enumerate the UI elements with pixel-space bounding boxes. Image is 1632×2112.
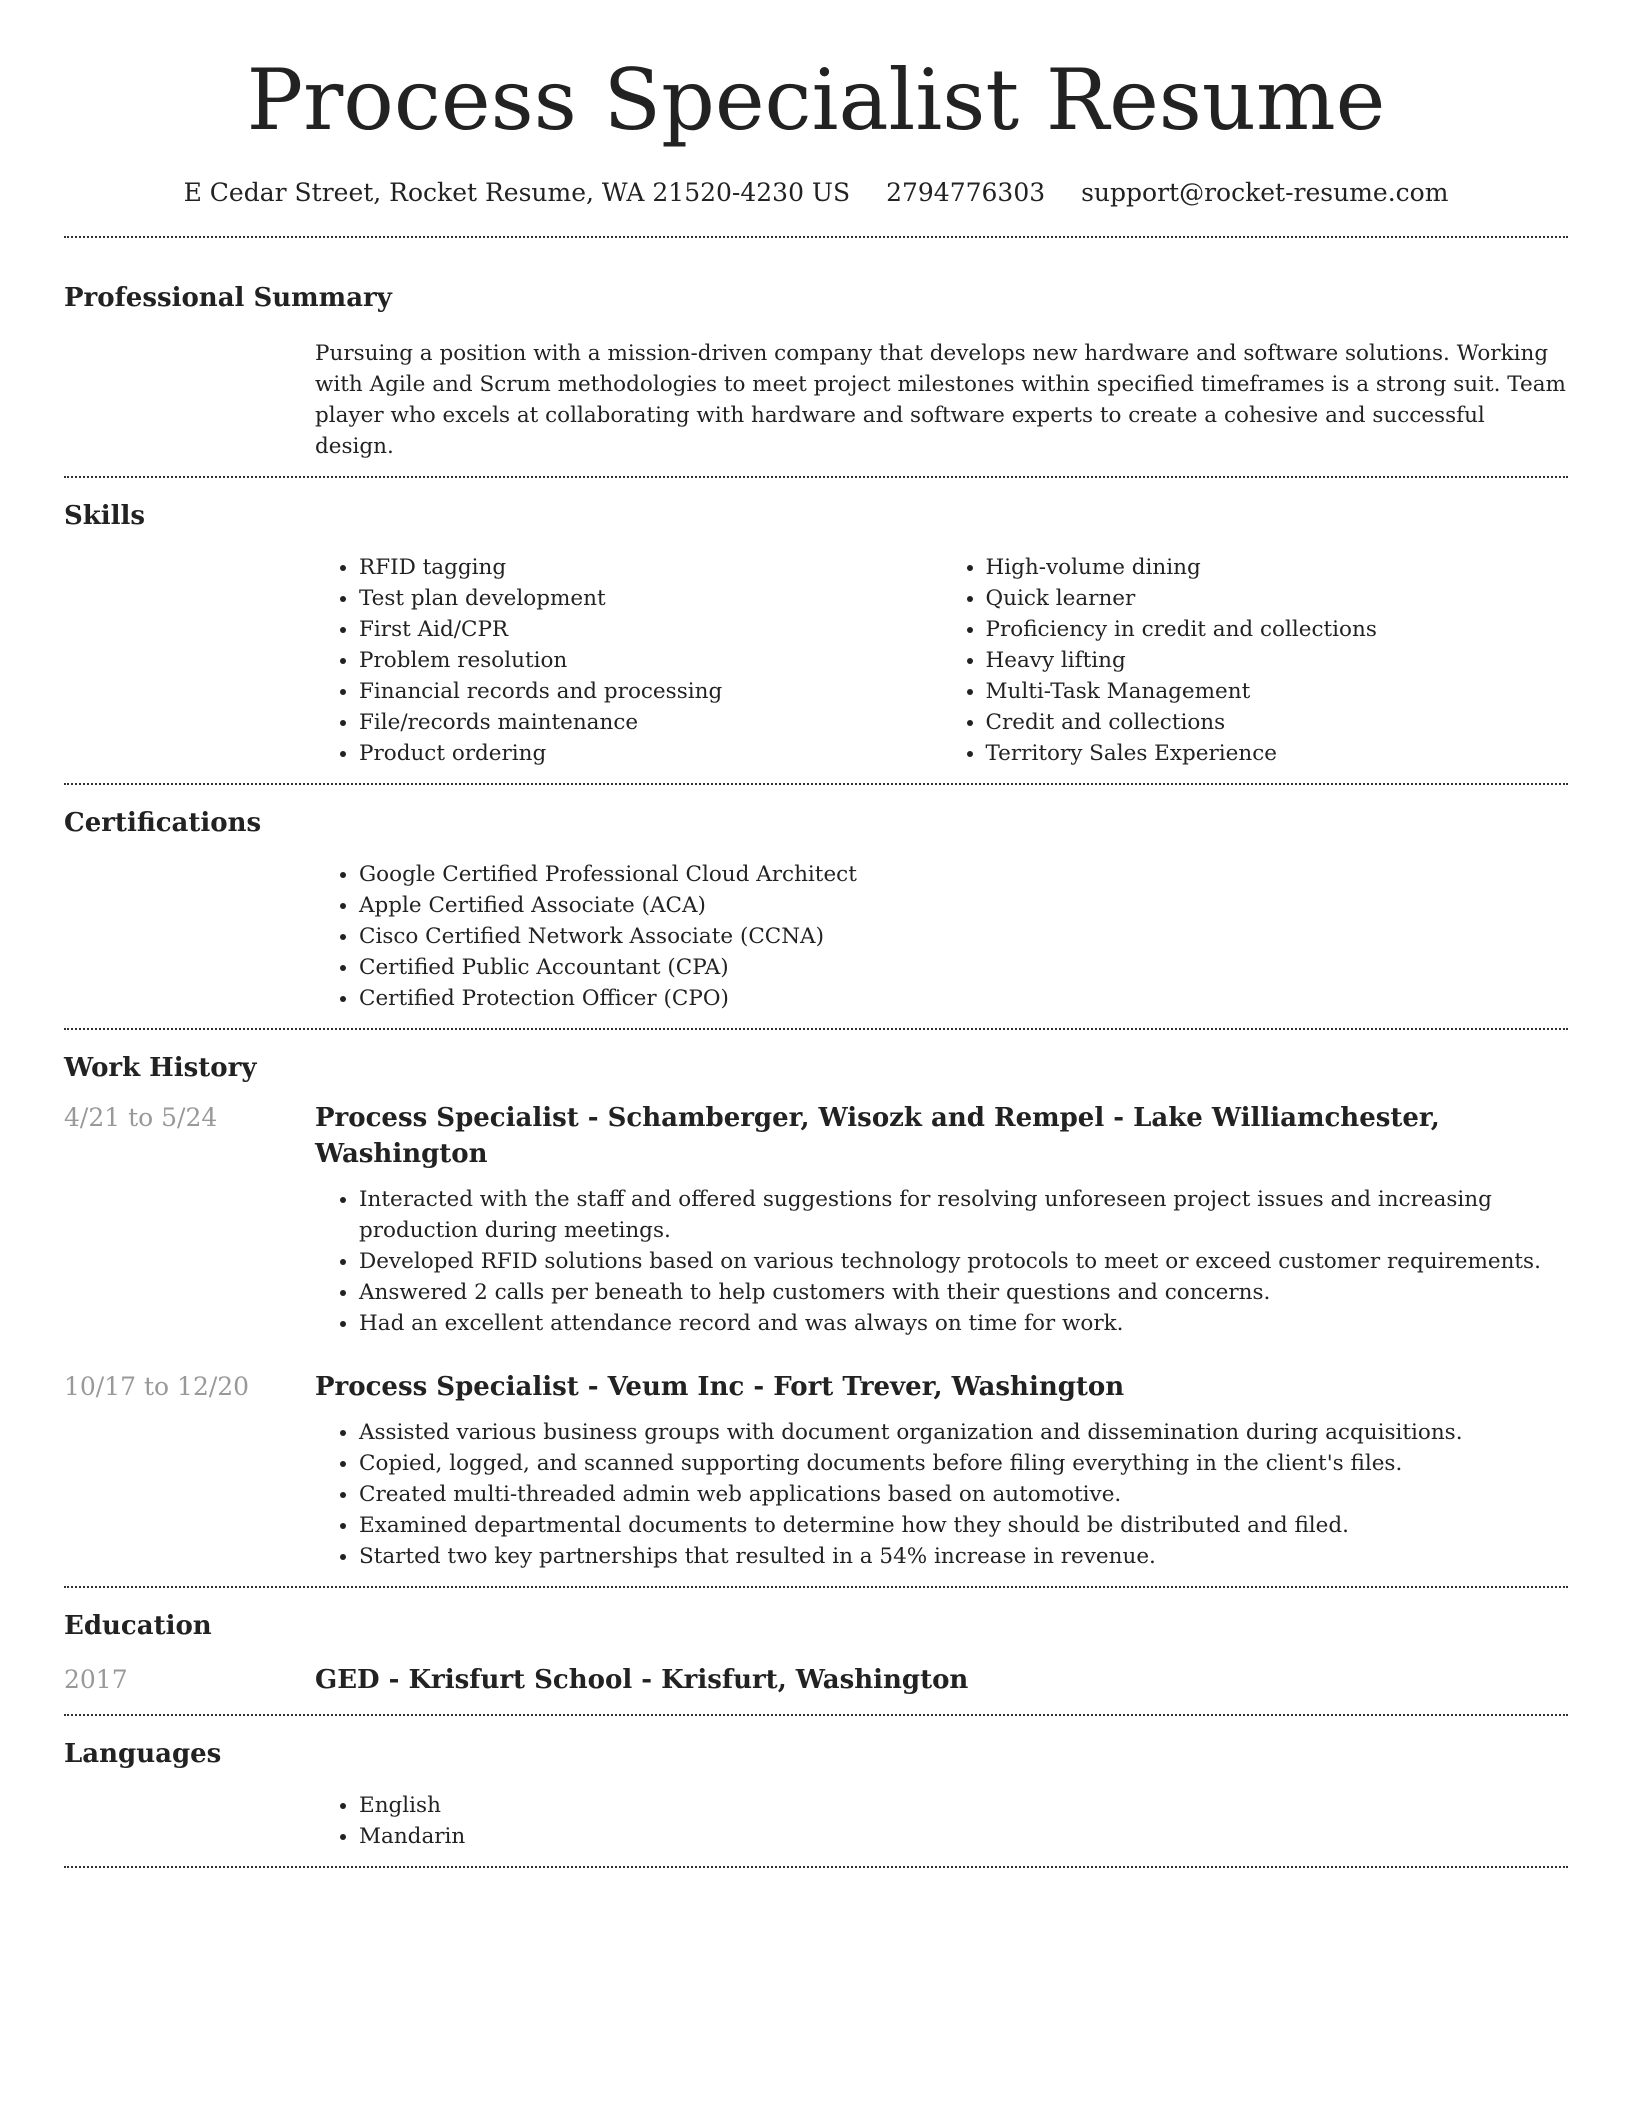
job-bullet: • Created multi-threaded admin web applications based on automotive. [359, 1479, 1568, 1510]
job-bullet: • Assisted various business groups with document organization and dissemination during acquisitions. [359, 1417, 1568, 1448]
job-dates: 10/17 to 12/20 [64, 1372, 250, 1401]
job-bullet: • Copied, logged, and scanned supporting documents before filing everything in the client's files. [359, 1448, 1568, 1479]
skill-item: • Problem resolution [359, 645, 942, 676]
job-title: Process Specialist - Schamberger, Wisozk and Rempel - Lake Williamchester, Washington [315, 1103, 1440, 1169]
contact-line [64, 176, 1568, 210]
skills-heading: Skills [64, 501, 146, 531]
contact-phone: 2794776303 [886, 178, 1046, 207]
skill-item: • Multi-Task Management [986, 676, 1569, 707]
skills-list-right [942, 552, 1569, 769]
certifications-section [64, 785, 1568, 1028]
education-entry [64, 1662, 1568, 1698]
education-section [64, 1588, 1568, 1714]
job-bullet: • Developed RFID solutions based on various technology protocols to meet or exceed customer requirements. [359, 1246, 1568, 1277]
job-bullets [315, 1184, 1568, 1339]
summary-section [64, 238, 1568, 476]
skill-item: • Proficiency in credit and collections [986, 614, 1569, 645]
certification-item: • Certified Protection Officer (CPO) [359, 983, 1568, 1014]
skill-item: • First Aid/CPR [359, 614, 942, 645]
skill-item: • Financial records and processing [359, 676, 942, 707]
skill-item: • Test plan development [359, 583, 942, 614]
job-bullets [315, 1417, 1568, 1572]
summary-body [315, 316, 1568, 476]
job-bullet: • Examined departmental documents to determine how they should be distributed and filed. [359, 1510, 1568, 1541]
job-details [315, 1369, 1568, 1572]
skills-column-left [315, 552, 942, 769]
language-item: • Mandarin [359, 1821, 1568, 1852]
certifications-list [315, 859, 1568, 1014]
job-entry [64, 1369, 1568, 1572]
skills-body [315, 534, 1568, 783]
skill-item: • Heavy lifting [986, 645, 1569, 676]
resume-header [64, 0, 1568, 210]
skill-item: • Quick learner [986, 583, 1569, 614]
job-bullet: • Answered 2 calls per beneath to help customers with their questions and concerns. [359, 1277, 1568, 1308]
certification-item: • Certified Public Accountant (CPA) [359, 952, 1568, 983]
certifications-body [315, 841, 1568, 1028]
job-details [315, 1100, 1568, 1339]
education-title: GED - Krisfurt School - Krisfurt, Washington [315, 1665, 969, 1695]
skills-section [64, 478, 1568, 783]
skill-item: • High-volume dining [986, 552, 1569, 583]
languages-list [315, 1790, 1568, 1852]
languages-section [64, 1716, 1568, 1866]
summary-heading: Professional Summary [64, 283, 392, 313]
certifications-heading: Certifications [64, 808, 262, 838]
languages-heading: Languages [64, 1739, 222, 1769]
skill-item: • Product ordering [359, 738, 942, 769]
certification-item: • Cisco Certified Network Associate (CCNA) [359, 921, 1568, 952]
certification-item: • Google Certified Professional Cloud Architect [359, 859, 1568, 890]
education-year: 2017 [64, 1665, 128, 1694]
contact-email: support@rocket-resume.com [1081, 178, 1449, 207]
education-details [315, 1662, 1568, 1698]
skill-item: • RFID tagging [359, 552, 942, 583]
skill-item: • Credit and collections [986, 707, 1569, 738]
summary-text: Pursuing a position with a mission-driven company that develops new hardware and software solutions. Working with Agile and Scrum methodologies to meet project milestones within specified timeframes is a strong suit. Team player who excels at collaborating with hardware and software experts to create a cohesive and successful design. [315, 341, 1566, 459]
language-item: • English [359, 1790, 1568, 1821]
job-bullet: • Started two key partnerships that resulted in a 54% increase in revenue. [359, 1541, 1568, 1572]
certification-item: • Apple Certified Associate (ACA) [359, 890, 1568, 921]
skills-list-left [315, 552, 942, 769]
work-history-section [64, 1030, 1568, 1586]
skills-column-right [942, 552, 1569, 769]
job-title: Process Specialist - Veum Inc - Fort Trever, Washington [315, 1372, 1125, 1402]
resume-title: Process Specialist Resume [246, 51, 1386, 149]
skill-item: • File/records maintenance [359, 707, 942, 738]
education-body [64, 1644, 1568, 1714]
job-dates: 4/21 to 5/24 [64, 1103, 218, 1132]
skill-item: • Territory Sales Experience [986, 738, 1569, 769]
section-divider [64, 1866, 1568, 1868]
work-history-body [64, 1086, 1568, 1586]
work-history-heading: Work History [64, 1053, 257, 1083]
languages-body [315, 1772, 1568, 1866]
job-entry [64, 1100, 1568, 1339]
job-bullet: • Interacted with the staff and offered suggestions for resolving unforeseen project issues and increasing production during meetings. [359, 1184, 1568, 1246]
contact-address: E Cedar Street, Rocket Resume, WA 21520-4230 US [183, 178, 851, 207]
education-heading: Education [64, 1611, 212, 1641]
job-bullet: • Had an excellent attendance record and was always on time for work. [359, 1308, 1568, 1339]
